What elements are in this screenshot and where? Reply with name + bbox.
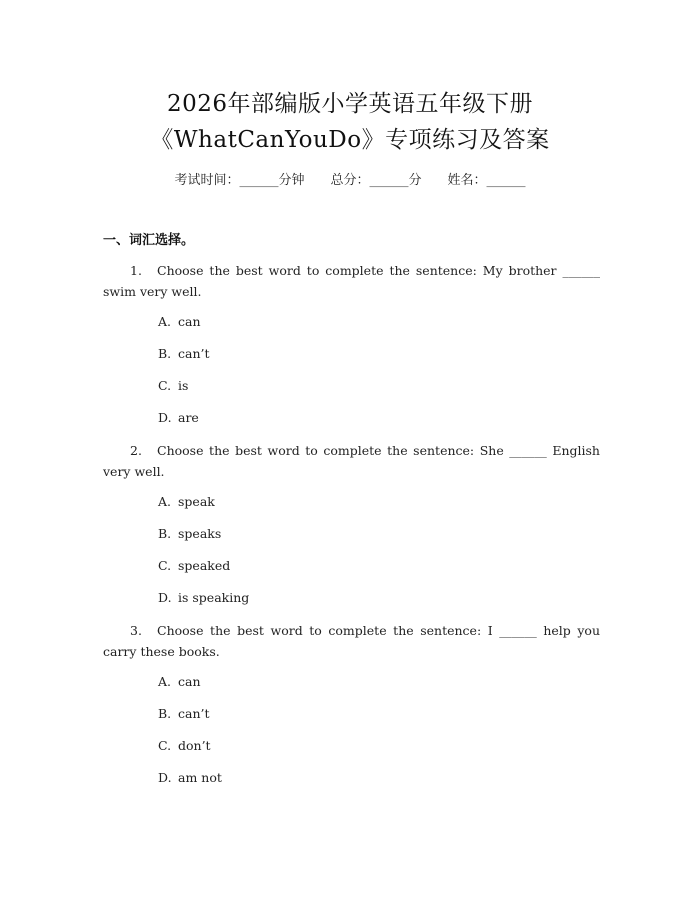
option-text: am not bbox=[178, 770, 222, 785]
exam-name-blank: ______ bbox=[486, 173, 526, 188]
document-title-line1: 2026年部编版小学英语五年级下册 bbox=[166, 91, 534, 117]
option-text: can’t bbox=[178, 346, 210, 361]
exam-score-label: 总分： bbox=[330, 173, 370, 188]
option-letter: A. bbox=[158, 314, 172, 329]
exam-time-unit: 分钟 bbox=[278, 173, 305, 188]
document-title-line2: 《WhatCanYouDo》专项练习及答案 bbox=[150, 127, 550, 153]
option-text: are bbox=[178, 410, 199, 425]
question-2-option-a bbox=[158, 494, 215, 509]
question-number: 1. bbox=[130, 263, 142, 278]
option-text: is bbox=[178, 378, 189, 393]
exam-score-unit: 分 bbox=[408, 173, 422, 188]
option-text: speaks bbox=[178, 526, 222, 541]
question-text: Choose the best word to complete the sentence: I ______ help you carry these books. bbox=[103, 623, 600, 659]
option-letter: B. bbox=[158, 706, 172, 721]
question-3-option-a bbox=[158, 674, 201, 689]
question-2 bbox=[103, 440, 600, 482]
question-2-option-b bbox=[158, 526, 221, 541]
question-3 bbox=[103, 620, 600, 662]
question-1 bbox=[103, 260, 600, 302]
option-letter: C. bbox=[158, 738, 172, 753]
option-letter: C. bbox=[158, 378, 172, 393]
exam-time-label: 考试时间： bbox=[174, 173, 240, 188]
option-letter: D. bbox=[158, 410, 172, 425]
question-number: 3. bbox=[130, 623, 142, 638]
option-letter: A. bbox=[158, 674, 172, 689]
option-letter: C. bbox=[158, 558, 172, 573]
option-letter: D. bbox=[158, 590, 172, 605]
question-1-option-b bbox=[158, 346, 210, 361]
option-letter: B. bbox=[158, 526, 172, 541]
question-1-option-c bbox=[158, 378, 188, 393]
option-text: is speaking bbox=[178, 590, 250, 605]
option-text: can bbox=[178, 674, 201, 689]
option-letter: D. bbox=[158, 770, 172, 785]
option-text: can bbox=[178, 314, 201, 329]
exam-score-blank: ______ bbox=[369, 173, 409, 188]
option-letter: A. bbox=[158, 494, 172, 509]
question-2-option-c bbox=[158, 558, 230, 573]
question-text: Choose the best word to complete the sentence: My brother ______ swim very well. bbox=[103, 263, 600, 299]
option-text: can’t bbox=[178, 706, 210, 721]
exam-name-label: 姓名： bbox=[447, 173, 487, 188]
question-number: 2. bbox=[130, 443, 142, 458]
option-text: speak bbox=[178, 494, 215, 509]
exam-info bbox=[0, 169, 700, 188]
question-3-option-d bbox=[158, 770, 222, 785]
question-1-option-a bbox=[158, 314, 201, 329]
section-heading: 一、词汇选择。 bbox=[103, 233, 195, 248]
question-1-option-d bbox=[158, 410, 199, 425]
option-text: don’t bbox=[178, 738, 211, 753]
option-letter: B. bbox=[158, 346, 172, 361]
option-text: speaked bbox=[178, 558, 231, 573]
question-2-option-d bbox=[158, 590, 249, 605]
question-3-option-b bbox=[158, 706, 210, 721]
exam-time-blank: ______ bbox=[239, 173, 279, 188]
question-text: Choose the best word to complete the sentence: She ______ English very well. bbox=[103, 443, 600, 479]
question-3-option-c bbox=[158, 738, 211, 753]
